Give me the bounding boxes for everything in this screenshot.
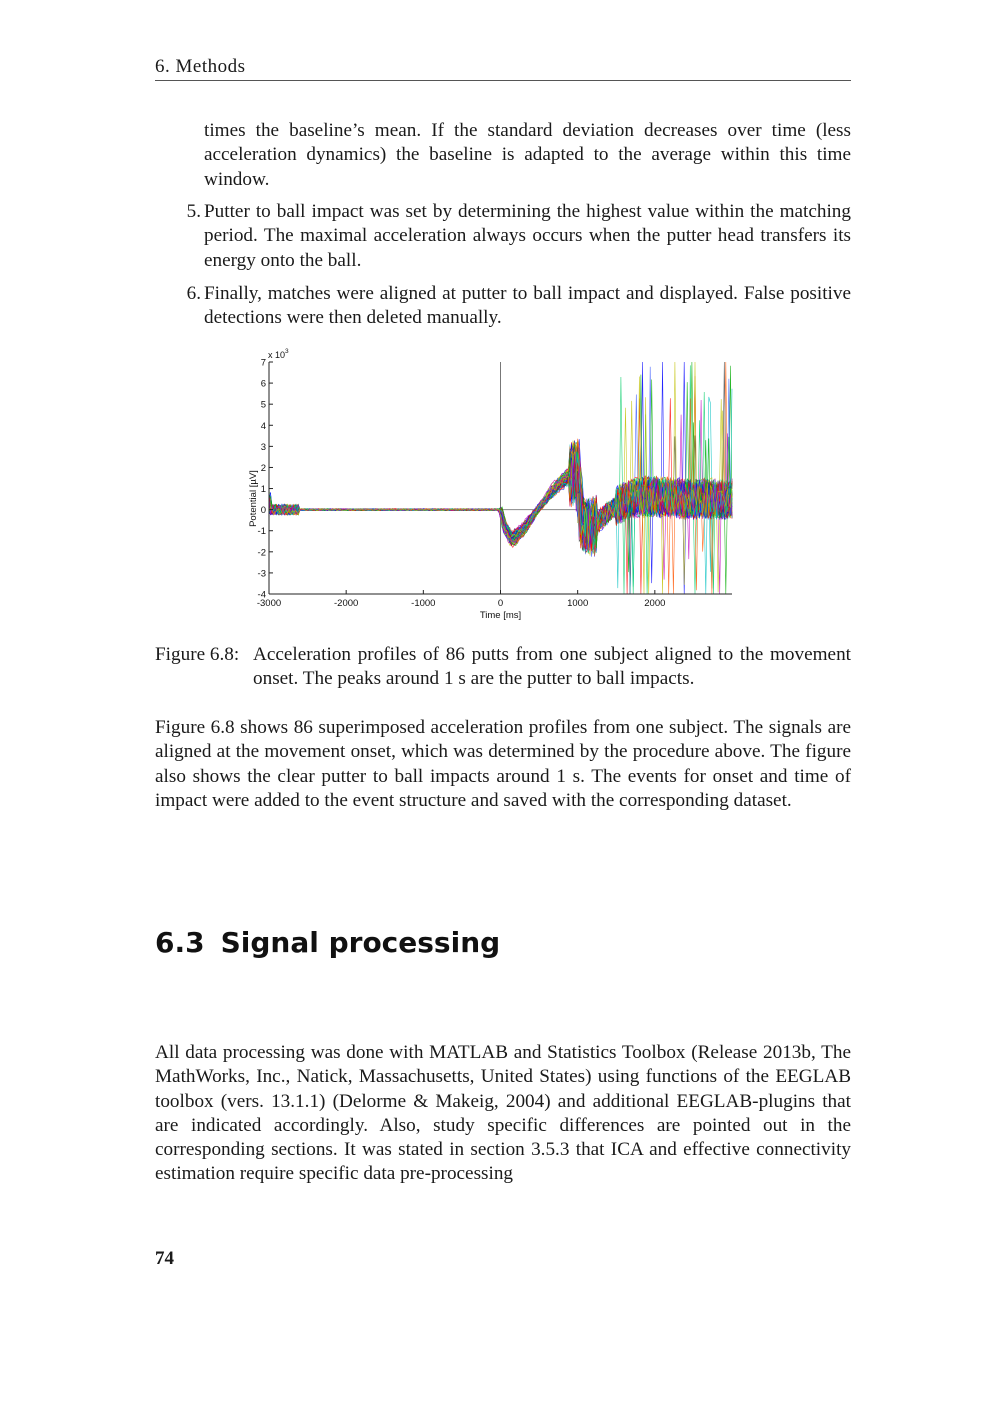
list-number: 5. [186, 201, 201, 222]
x-tick-label: 1000 [567, 598, 589, 609]
y-tick-label: 3 [260, 441, 266, 453]
section-paragraph: All data processing was done with MATLAB and Statistics Toolbox (Release 2013b, The MathWorks, Inc., Natick, Massachusetts, United States) using functions of the EEGLAB toolbox (vers. 13.1.1) (Delorme & Makeig, 2004) and additional EEGLAB-plugins that are indicated accordingly. Also, study specific differences are pointed out in the corresponding sections. It was stated in section 3.5.3 that ICA and effective connectivity estimation require specific data pre-processing [155, 1042, 851, 1185]
x-tick-label: 2000 [644, 598, 666, 609]
y-tick-label: 5 [260, 399, 266, 411]
y-tick-label: 6 [260, 378, 266, 390]
continuation-paragraph: times the baseline’s mean. If the standard deviation decreases over time (less acceleration dynamics) the baseline is adapted to the average within this time window. [204, 120, 851, 190]
y-tick-label: 0 [260, 505, 266, 517]
list-number: 6. [186, 283, 201, 304]
section-title: Signal processing [220, 926, 501, 959]
list-text: Finally, matches were aligned at putter to ball impact and displayed. False positive detections were then deleted manually. [204, 283, 851, 329]
section-number: 6.3 [155, 926, 205, 959]
y-multiplier-label: x 10 [268, 350, 286, 360]
x-tick-label: -3000 [256, 598, 282, 609]
chapter-title: 6. Methods [155, 56, 246, 77]
x-tick-label: -1000 [411, 598, 436, 609]
y-multiplier-exponent: 3 [285, 348, 289, 355]
y-tick-label: -2 [257, 547, 266, 559]
y-tick-label: 2 [260, 462, 266, 474]
y-tick-label: -3 [257, 568, 266, 580]
y-tick-label: -1 [257, 526, 266, 538]
y-tick-label: 4 [260, 420, 266, 432]
y-tick-label: -4 [257, 589, 266, 601]
y-tick-label: 1 [260, 484, 266, 496]
list-text: Putter to ball impact was set by determining the highest value within the matching period. The maximal acceleration always occurs when the putter head transfers its energy onto the ball. [204, 201, 851, 271]
x-tick-label: 0 [497, 598, 504, 609]
figure-label: Figure 6.8: [155, 644, 240, 665]
x-axis-label: Time [ms] [479, 610, 522, 621]
x-tick-label: -2000 [334, 598, 359, 609]
page-number: 74 [155, 1248, 174, 1269]
figure-caption-text: Acceleration profiles of 86 putts from one subject aligned to the movement onset. The peaks around 1 s are the putter to ball impacts. [253, 644, 851, 690]
y-tick-label: 7 [260, 357, 266, 369]
section-heading [155, 926, 500, 959]
body-paragraph: Figure 6.8 shows 86 superimposed acceleration profiles from one subject. The signals are aligned at the movement onset, which was determined by the procedure above. The figure also shows the clear putter to ball impacts around 1 s. The events for onset and time of impact were added to the event structure and saved with the corresponding dataset. [155, 717, 851, 811]
y-axis-label: Potential [µV] [248, 470, 259, 527]
